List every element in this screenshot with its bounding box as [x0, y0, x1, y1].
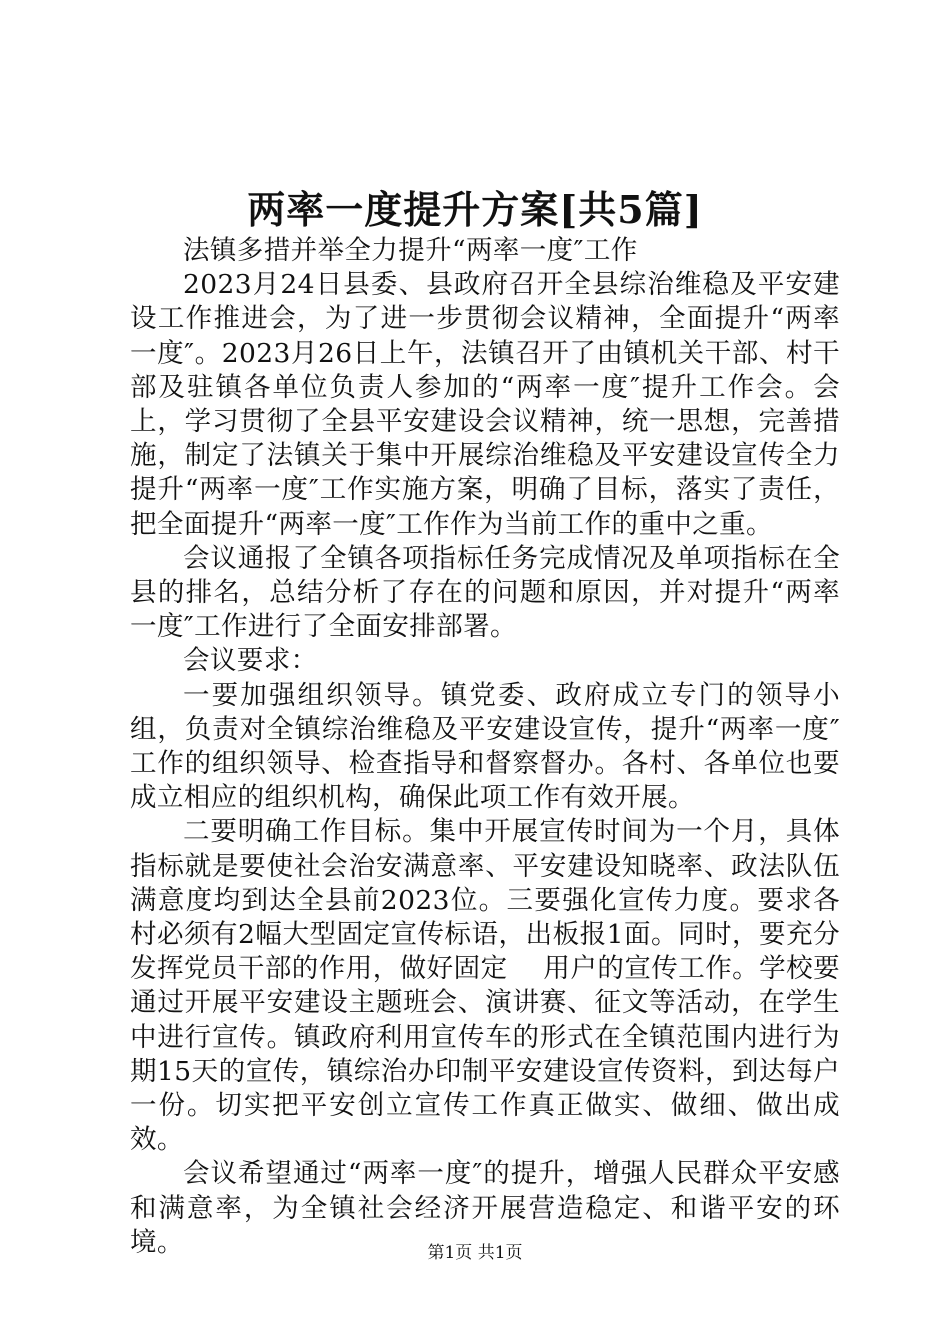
- paragraph-requirements-heading: 会议要求：: [183, 645, 318, 677]
- paragraph-conclusion: 会议希望通过“两率一度″的提升，增强人民群众平安感和满意率，为全镇社会经济开展营造稳定、和谐平安的环境。: [130, 1158, 840, 1258]
- document-title: 两率一度提升方案[共5篇]: [247, 187, 703, 232]
- paragraph-requirement-one: 一要加强组织领导。镇党委、政府成立专门的领导小组，负责对全镇综治维稳及平安建设宣传，提升“两率一度″工作的组织领导、检查指导和督察督办。各村、各单位也要成立相应的组织机构，确保此项工作有效开展。: [130, 679, 840, 814]
- document-body: [130, 234, 840, 1260]
- paragraph-subtitle: 法镇多措并举全力提升“两率一度″工作: [183, 235, 638, 266]
- paragraph-meeting-report: 会议通报了全镇各项指标任务完成情况及单项指标在全县的排名，总结分析了存在的问题和原因，并对提升“两率一度″工作进行了全面安排部署。: [130, 542, 840, 643]
- paragraph-meeting-intro: 2023月24日县委、县政府召开全县综治维稳及平安建设工作推进会，为了进一步贯彻会议精神，全面提升“两率一度″。2023月26日上午，法镇召开了由镇机关干部、村干部及驻镇各单位负责人参加的“两率一度″提升工作会。会上，学习贯彻了全县平安建设会议精神，统一思想，完善措施，制定了法镇关于集中开展综治维稳及平安建设宣传全力提升“两率一度″工作实施方案，明确了目标，落实了责任，把全面提升“两率一度″工作作为当前工作的重中之重。: [130, 269, 840, 540]
- page-number-footer: 第1页 共1页: [427, 1243, 523, 1263]
- paragraph-requirement-two-three: 二要明确工作目标。集中开展宣传时间为一个月，具体指标就是要使社会治安满意率、平安建设知晓率、政法队伍满意度均到达全县前2023位。三要强化宣传力度。要求各村必须有2幅大型固定宣传标语，出板报1面。同时，要充分发挥党员干部的作用，做好固定 用户的宣传工作。学校要通过开展平安建设主题班会、演讲赛、征文等活动，在学生中进行宣传。镇政府利用宣传车的形式在全镇范围内进行为期15天的宣传，镇综治办印制平安建设宣传资料，到达每户一份。切实把平安创立宣传工作真正做实、做细、做出成效。: [130, 816, 840, 1156]
